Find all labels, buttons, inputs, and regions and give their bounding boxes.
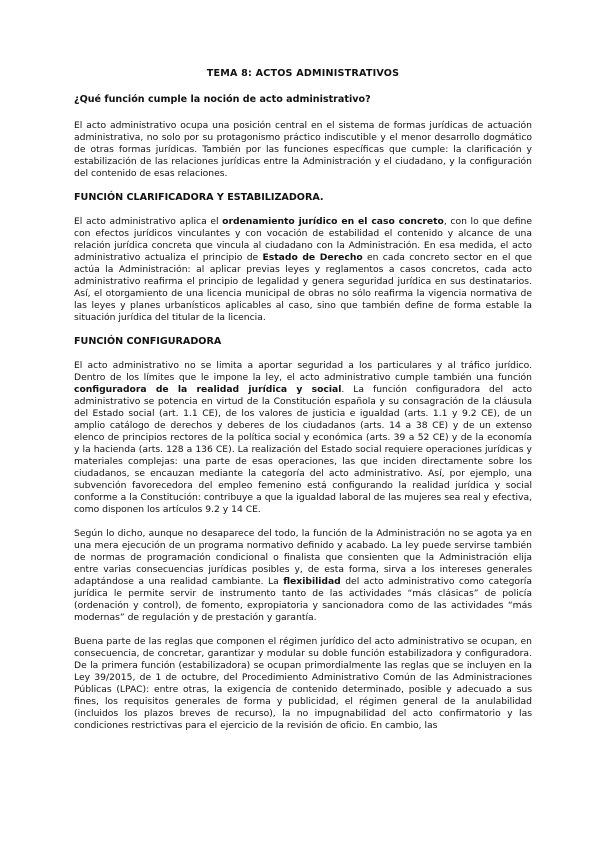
text-span: en cada concreto sector en el que actúa la Administración: al aplicar previas leyes y reglamentos a casos concretos, cada acto administrativo reafirma el principio de legalidad y genera seguridad jurídica en sus destinatarios. Así, el otorgamiento de una licencia municipal de obras no sólo reafirma la vigencia normativa de las leyes y planes urbanísticos aplicables al caso, sino que también define de forma estable la situación jurídica del titular de la licencia. — [74, 252, 533, 323]
text-span: El acto administrativo aplica el — [74, 216, 223, 227]
clarificadora-paragraph — [74, 216, 532, 324]
bold-term: ordenamiento jurídico en el caso concreto — [222, 216, 444, 227]
bold-term: flexibilidad — [283, 576, 341, 587]
text-span: , con lo que define con efectos jurídicos vinculantes y con vocación de estabilidad el contenido y alcance de una relación jurídica concreta que vincula al ciudadano con la Administración. En esa medida, el acto administrativo actualiza el principio de — [74, 216, 532, 263]
bold-term: Estado de Derecho — [262, 252, 363, 263]
section-heading-configuradora: FUNCIÓN CONFIGURADORA — [74, 336, 222, 347]
configuradora-paragraph-3: Buena parte de las reglas que componen el régimen jurídico del acto administrativo se ocupan, en consecuencia, de concretar, garantizar y modular su doble función estabilizadora y configuradora. De la primera función (estabilizadora) se ocupan primordialmente las reglas que se incluyen en la Ley 39/2015, de 1 de octubre, del Procedimiento Administrativo Común de las Administraciones Públicas (LPAC): entre otras, la exigencia de contenido determinado, posible y adecuado a sus fines, los requisitos generales de forma y publicidad, el régimen general de la anulabilidad (incluidos los plazos breves de recurso), la no impugnabilidad del acto confirmatorio y las condiciones restrictivas para el ejercicio de la revisión de oficio. En cambio, las — [74, 636, 532, 731]
bold-term: configuradora de la realidad jurídica y social — [74, 384, 342, 395]
intro-paragraph: El acto administrativo ocupa una posición central en el sistema de formas jurídicas de actuación administrativa, no solo por su protagonismo práctico indiscutible y el menor desarrollo dogmático de otras formas jurídicas. También por las funciones específicas que cumple: la clarificación y estabilización de las relaciones jurídicas entre la Administración y el ciudadano, y la configuración del contenido de esas relaciones. — [74, 120, 532, 179]
question-heading: ¿Qué función cumple la noción de acto administrativo? — [74, 94, 371, 105]
document-title: TEMA 8: ACTOS ADMINISTRATIVOS — [206, 68, 400, 79]
configuradora-paragraph-2 — [74, 528, 532, 624]
text-span: del acto administrativo como categoría jurídica le permite servir de instrumento tanto de las actividades “más clásicas” de policía (ordenación y control), de fomento, expropiatoria y sancionadora como de las actividades “más modernas” de regulación y de prestación y garantía. — [74, 576, 532, 623]
section-heading-clarificadora: FUNCIÓN CLARIFICADORA Y ESTABILIZADORA. — [74, 192, 324, 203]
text-span: . La función configuradora del acto administrativo se potencia en virtud de la Constitución española y su consagración de la cláusula del Estado social (art. 1.1 CE), de los valores de justicia e igualdad (arts. 1.1 y 9.2 CE), de un amplio catálogo de derechos y deberes de los ciudadanos (arts. 14 a 38 CE) y de un extenso elenco de principios rectores de la política social y económica (arts. 39 a 52 CE) y de la economía y la hacienda (arts. 128 a 136 CE). La realización del Estado social requiere operaciones jurídicas y materiales complejas: una parte de esas operaciones, las que inciden directamente sobre los ciudadanos, se encauzan mediante la categoría del acto administrativo. Así, por ejemplo, una subvención favorecedora del empleo femenino está configurando la realidad jurídica y social conforme a la Constitución: contribuye a que la igualdad laboral de las mujeres sea real y efectiva, como disponen los artículos 9.2 y 14 CE. — [74, 384, 532, 515]
text-span: Según lo dicho, aunque no desaparece del todo, la función de la Administración no se agota ya en una mera ejecución de un programa normativo definido y acabado. La ley puede servirse también de normas de programación condicional o finalista que consienten que la Administración elija entre varias consecuencias jurídicas posibles y, de esta forma, sirva a los intereses generales adaptándose a una realidad cambiante. La — [74, 528, 532, 587]
text-span: El acto administrativo no se limita a aportar seguridad a los particulares y al tráfico jurídico. Dentro de los límites que le impone la ley, el acto administrativo cumple también una función — [74, 360, 532, 383]
configuradora-paragraph-1 — [74, 360, 532, 516]
document-page — [74, 68, 532, 744]
